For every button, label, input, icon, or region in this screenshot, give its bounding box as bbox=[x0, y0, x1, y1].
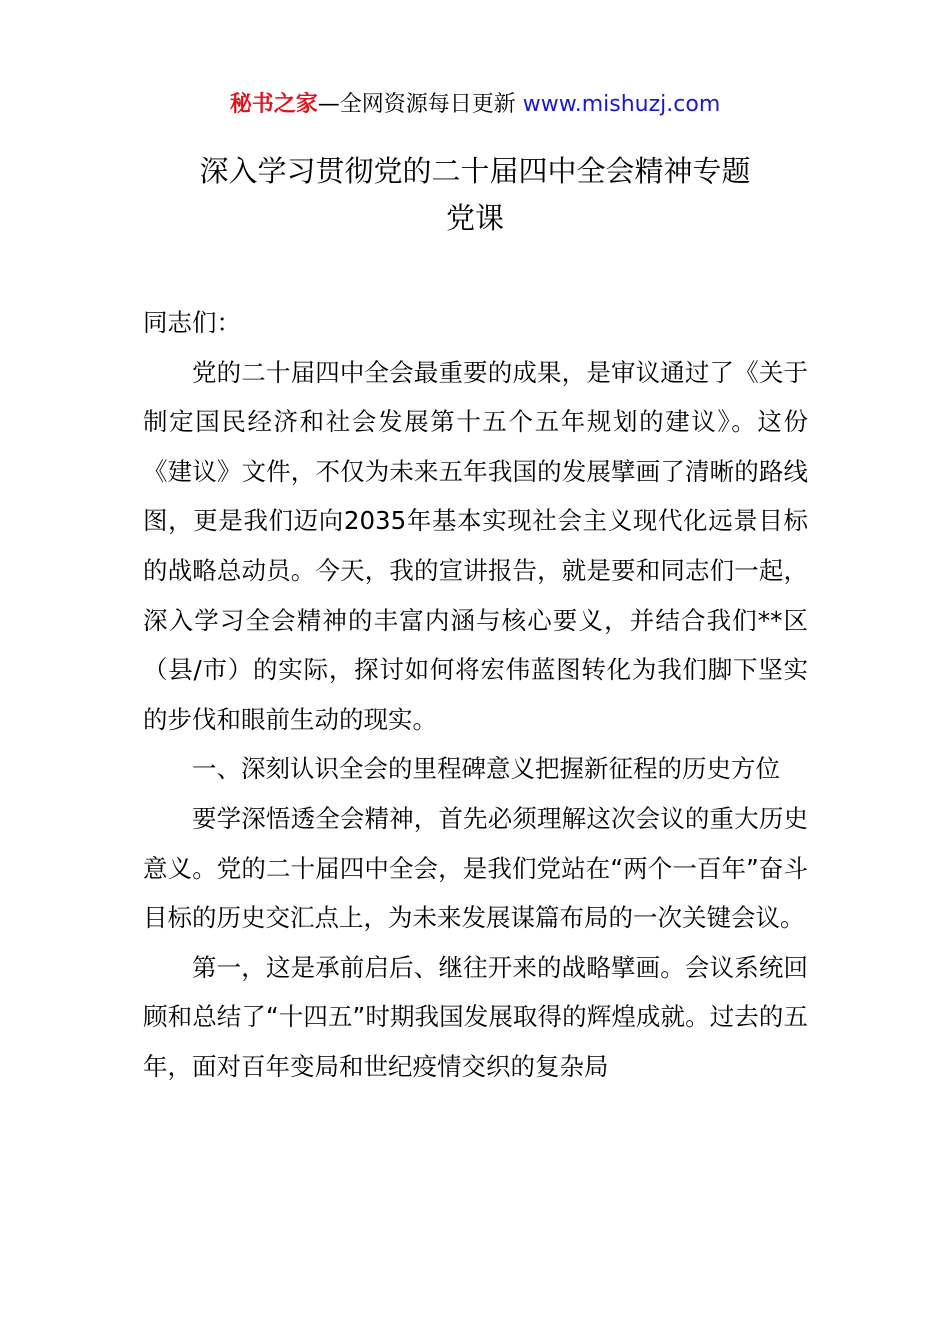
document-body bbox=[143, 298, 808, 1092]
title-line-2: 党课 bbox=[445, 201, 504, 235]
paragraph-first-point: 第一，这是承前启后、继往开来的战略擘画。会议系统回顾和总结了“十四五”时期我国发展取得的辉煌成就。过去的五年，面对百年变局和世纪疫情交织的复杂局 bbox=[143, 952, 808, 1081]
site-header bbox=[0, 90, 950, 120]
paragraph-intro: 党的二十届四中全会最重要的成果，是审议通过了《关于制定国民经济和社会发展第十五个五年规划的建议》。这份《建议》文件，不仅为未来五年我国的发展擘画了清晰的路线图，更是我们迈向2035年基本实现社会主义现代化远景目标的战略总动员。今天，我的宣讲报告，就是要和同志们一起，深入学习全会精神的丰富内涵与核心要义，并结合我们**区（县/市）的实际，探讨如何将宏伟蓝图转化为我们脚下坚实的步伐和眼前生动的现实。 bbox=[143, 357, 808, 734]
section-heading-1: 一、深刻认识全会的里程碑意义把握新征程的历史方位 bbox=[192, 754, 780, 784]
site-url-link[interactable]: www.mishuzj.com bbox=[522, 92, 721, 117]
document-title bbox=[0, 148, 950, 242]
title-line-1: 深入学习贯彻党的二十届四中全会精神专题 bbox=[199, 154, 751, 188]
header-tagline: —全网资源每日更新 bbox=[317, 92, 523, 117]
salutation: 同志们： bbox=[143, 308, 241, 337]
paragraph-significance: 要学深悟透全会精神，首先必须理解这次会议的重大历史意义。党的二十届四中全会，是我们党站在“两个一百年”奋斗目标的历史交汇点上，为未来发展谋篇布局的一次关键会议。 bbox=[143, 803, 808, 933]
brand-name: 秘书之家 bbox=[229, 92, 318, 117]
